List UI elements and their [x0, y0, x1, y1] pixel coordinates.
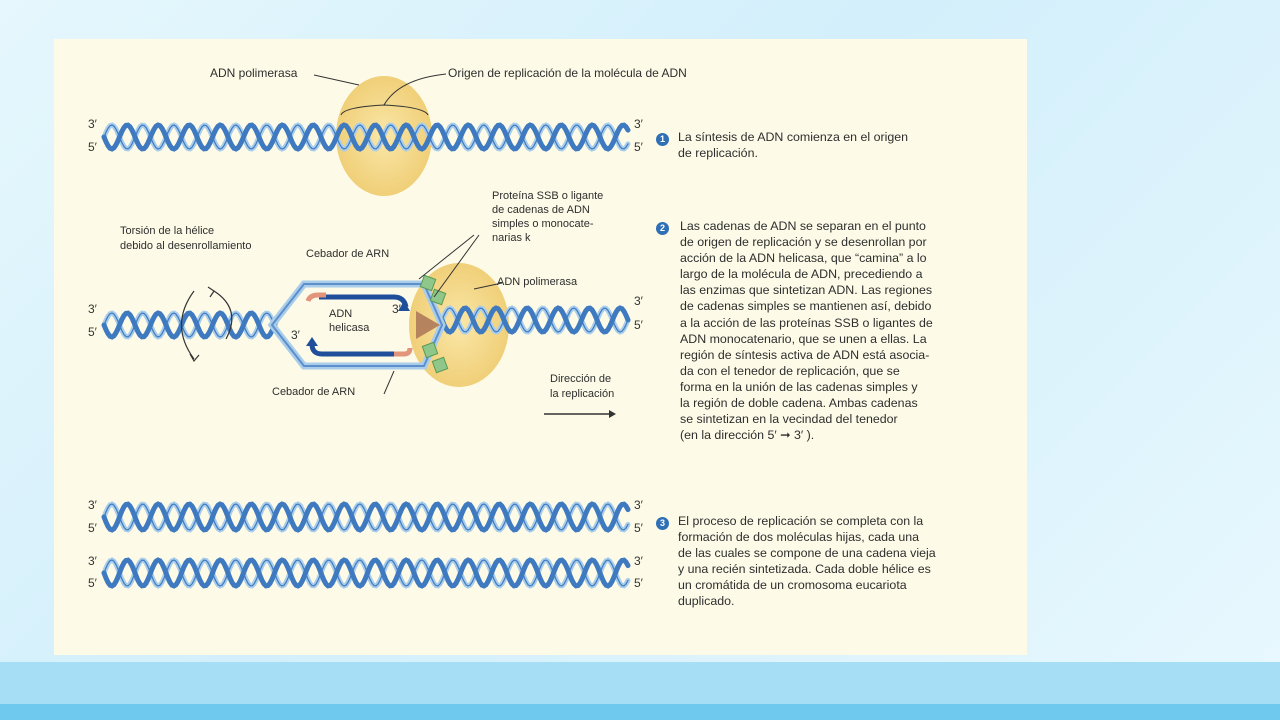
end-label-3-right-d2: 3′: [634, 554, 643, 568]
label-direction-line1: Dirección de: [550, 373, 612, 385]
end-label-3-left-d1: 3′: [88, 498, 97, 512]
end-label-5-right-step2: 5′: [634, 318, 643, 332]
label-dna-polymerase-top: ADN polimerasa: [210, 66, 298, 80]
end-label-5-left-step2: 5′: [88, 325, 97, 339]
step-1-text: La síntesis de ADN comienza en el origen de replicación.: [678, 130, 909, 161]
label-ssb-line4: narias k: [492, 232, 531, 244]
end-label-5-right-d1: 5′: [634, 521, 643, 535]
label-rna-primer-bottom: Cebador de ARN: [272, 386, 356, 398]
dna-helix-daughter-1: [104, 504, 628, 530]
end-label-3-right-d1: 3′: [634, 498, 643, 512]
end-label-5-left-d1: 5′: [88, 521, 97, 535]
direction-arrowhead: [609, 410, 616, 418]
label-rna-primer-top: Cebador de ARN: [306, 248, 390, 260]
end-label-3-left-d2: 3′: [88, 554, 97, 568]
end-label-3-fork-top: 3′: [392, 302, 401, 316]
end-label-3-left: 3′: [88, 117, 97, 131]
label-direction-line2: la replicación: [550, 388, 615, 400]
torsion-arrowhead-right: [208, 287, 214, 297]
polymerase-leader: [314, 75, 359, 85]
label-dna-polymerase-mid: ADN polimerasa: [497, 276, 578, 288]
label-ssb-line1: Proteína SSB o ligante: [492, 190, 604, 202]
step-1-badge: 1: [656, 133, 669, 146]
end-label-3-right-step2: 3′: [634, 294, 643, 308]
label-helicase-line2: helicasa: [329, 322, 370, 334]
end-label-5-right: 5′: [634, 140, 643, 154]
dna-helix-step2-left: [104, 313, 276, 337]
step-2-text: Las cadenas de ADN se separan en el punto de origen de replicación y se desenrollan por acción de la ADN helicasa, que “camina” a lo largo de la molécula de ADN, precediendo a las enzimas que sintetizan ADN. Las regiones de cadenas simples se mantienen así, debido a la acción de las proteínas SSB o ligantes de ADN monocatenario, que se unen a ellas. La región de síntesis activa de ADN está asocia- da con el tenedor de replicación, que se forma en la unión de las cadenas simples y la región de doble cadena. Ambas cadenas se sintetizan en la vecindad del tenedor (en la dirección 5′ ➞ 3′ ).: [680, 219, 933, 443]
end-label-5-left-d2: 5′: [88, 576, 97, 590]
end-label-5-left: 5′: [88, 140, 97, 154]
end-label-3-left-step2: 3′: [88, 302, 97, 316]
end-label-5-right-d2: 5′: [634, 576, 643, 590]
new-strand-bottom-arrow: [306, 337, 318, 346]
bottom-band-line: [0, 704, 1280, 720]
label-torsion-line2: debido al desenrollamiento: [120, 240, 252, 252]
label-ssb-line3: simples o monocate-: [492, 218, 594, 230]
step-3-text: El proceso de replicación se completa con la formación de dos moléculas hijas, cada una de las cuales se compone de una cadena vieja y una recién sintetizada. Cada doble hélice es un cromátida de un cromosoma eucariota duplicado.: [678, 514, 936, 609]
end-label-3-right: 3′: [634, 117, 643, 131]
label-ssb-line2: de cadenas de ADN: [492, 204, 590, 216]
new-strand-bottom: [312, 344, 399, 354]
end-label-3-fork-bottom: 3′: [291, 328, 300, 342]
label-torsion-line1: Torsión de la hélice: [120, 225, 215, 237]
bottom-band: [0, 662, 1280, 720]
label-origin: Origen de replicación de la molécula de ADN: [448, 66, 687, 80]
diagram-panel: [54, 39, 1027, 655]
step-3-badge: 3: [656, 517, 669, 530]
primer-bottom-leader: [384, 371, 394, 394]
dna-helix-daughter-2: [104, 560, 628, 586]
dna-helix-step1: [104, 125, 628, 149]
step-2-badge: 2: [656, 222, 669, 235]
rna-primer-bottom: [394, 348, 410, 354]
label-helicase-line1: ADN: [329, 308, 353, 320]
